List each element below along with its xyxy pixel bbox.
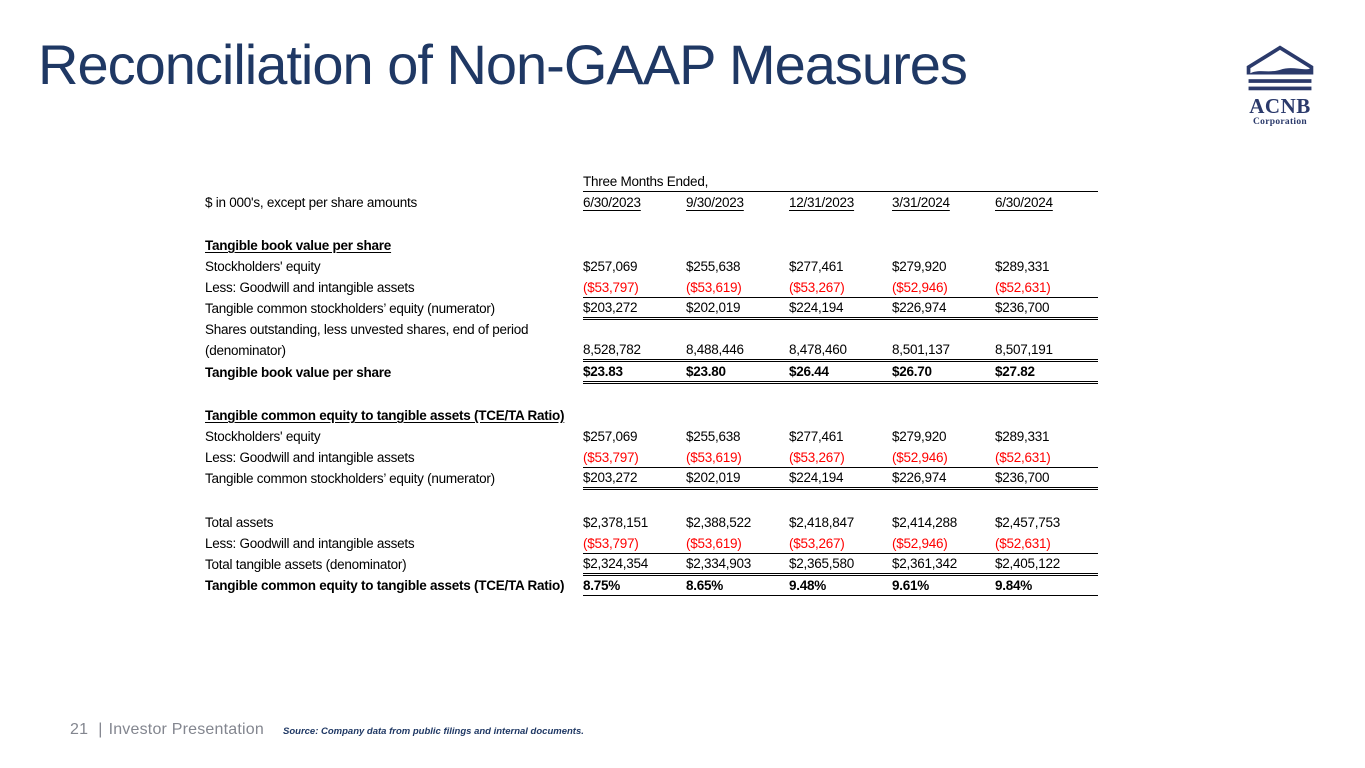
cell-value: 8,501,137 [892, 339, 995, 360]
table-row [205, 339, 1098, 360]
cell-value: $257,069 [583, 429, 638, 444]
table-caption-row [205, 170, 1098, 191]
table-row [205, 446, 1098, 467]
cell-value: $202,019 [686, 467, 789, 488]
cell-value: 8,507,191 [995, 339, 1098, 360]
cell-value: $2,324,354 [583, 553, 686, 574]
period-caption: Three Months Ended, [583, 170, 1098, 191]
cell-value: 8,528,782 [583, 339, 686, 360]
cell-value: ($53,797) [583, 532, 686, 553]
cell-value: $2,388,522 [686, 515, 752, 530]
footer-separator: | [98, 721, 103, 738]
acnb-logo-icon [1238, 44, 1322, 94]
cell-value: 9.48% [789, 574, 892, 595]
table-row [205, 297, 1098, 318]
table-row-total [205, 360, 1098, 382]
footer-label: Investor Presentation [108, 721, 264, 738]
cell-value: $2,378,151 [583, 515, 649, 530]
cell-value: ($52,946) [892, 446, 995, 467]
cell-value: $236,700 [995, 467, 1098, 488]
table-row [205, 255, 1098, 276]
slide-footer [70, 721, 264, 739]
cell-value: $224,194 [789, 297, 892, 318]
cell-value: $2,457,753 [995, 515, 1061, 530]
table-row [205, 425, 1098, 446]
row-label: Less: Goodwill and intangible assets [205, 280, 415, 295]
cell-value: ($52,631) [995, 276, 1098, 297]
cell-value: $26.70 [892, 360, 995, 382]
table-row-total [205, 574, 1098, 595]
cell-value: $226,974 [892, 467, 995, 488]
source-note: Source: Company data from public filings and internal documents. [283, 726, 584, 737]
cell-value: $2,361,342 [892, 553, 995, 574]
table-header-row [205, 191, 1098, 212]
cell-value: 8.65% [686, 574, 789, 595]
cell-value: $2,405,122 [995, 553, 1098, 574]
cell-value: 9.84% [995, 574, 1098, 595]
row-label: Less: Goodwill and intangible assets [205, 450, 415, 465]
cell-value: $257,069 [583, 259, 638, 274]
row-label: Tangible common equity to tangible assets (TCE/TA Ratio) [205, 578, 565, 593]
cell-value: $203,272 [583, 467, 686, 488]
cell-value: $2,418,847 [789, 515, 855, 530]
col-header: 3/31/2024 [892, 195, 950, 210]
col-header: 6/30/2024 [995, 195, 1053, 210]
logo-subtitle: Corporation [1253, 117, 1307, 127]
cell-value: 8.75% [583, 574, 686, 595]
table-row [205, 318, 1098, 339]
units-note: $ in 000's, except per share amounts [205, 195, 417, 210]
cell-value: ($52,631) [995, 446, 1098, 467]
row-label: Tangible common equity to tangible assets (TCE/TA Ratio) [205, 408, 565, 423]
logo-acronym: ACNB [1249, 94, 1311, 118]
row-label: Stockholders' equity [205, 429, 321, 444]
cell-value: $2,334,903 [686, 553, 789, 574]
row-label: Tangible common stockholders’ equity (numerator) [205, 471, 495, 486]
cell-value: $236,700 [995, 297, 1098, 318]
table-row [205, 553, 1098, 574]
cell-value: $255,638 [686, 429, 741, 444]
cell-value: $23.83 [583, 360, 686, 382]
section-heading-row [205, 404, 1098, 425]
cell-value: $279,920 [892, 429, 947, 444]
cell-value: ($53,267) [789, 532, 892, 553]
row-label: Total tangible assets (denominator) [205, 557, 407, 572]
cell-value: $224,194 [789, 467, 892, 488]
row-label: Tangible common stockholders’ equity (numerator) [205, 301, 495, 316]
cell-value: $27.82 [995, 360, 1098, 382]
col-header: 9/30/2023 [686, 195, 744, 210]
cell-value: $279,920 [892, 259, 947, 274]
cell-value: ($52,631) [995, 532, 1098, 553]
row-label: Shares outstanding, less unvested shares, end of period [205, 322, 529, 337]
page-number: 21 [70, 721, 89, 738]
reconciliation-table [205, 170, 1098, 596]
cell-value: ($53,619) [686, 276, 789, 297]
cell-value: ($53,797) [583, 276, 686, 297]
cell-value: $2,414,288 [892, 515, 958, 530]
section-heading-row [205, 234, 1098, 255]
row-label: Less: Goodwill and intangible assets [205, 536, 415, 551]
cell-value: 9.61% [892, 574, 995, 595]
cell-value: $277,461 [789, 259, 844, 274]
row-label: Tangible book value per share [205, 365, 392, 380]
cell-value: $289,331 [995, 259, 1050, 274]
table-row [205, 511, 1098, 532]
acnb-logo [1238, 44, 1322, 127]
row-label: Tangible book value per share [205, 238, 392, 253]
cell-value: $203,272 [583, 297, 686, 318]
page-title: Reconciliation of Non-GAAP Measures [38, 33, 967, 96]
cell-value: $277,461 [789, 429, 844, 444]
table-row [205, 276, 1098, 297]
cell-value: ($53,797) [583, 446, 686, 467]
cell-value: ($53,619) [686, 532, 789, 553]
cell-value: ($53,267) [789, 446, 892, 467]
table-row [205, 467, 1098, 488]
cell-value: 8,478,460 [789, 339, 892, 360]
cell-value: ($52,946) [892, 532, 995, 553]
cell-value: $226,974 [892, 297, 995, 318]
cell-value: ($52,946) [892, 276, 995, 297]
cell-value: $202,019 [686, 297, 789, 318]
cell-value: 8,488,446 [686, 339, 789, 360]
row-label: (denominator) [205, 343, 286, 358]
col-header: 6/30/2023 [583, 195, 641, 210]
table-row [205, 532, 1098, 553]
cell-value: $255,638 [686, 259, 741, 274]
row-label: Stockholders' equity [205, 259, 321, 274]
cell-value: $23.80 [686, 360, 789, 382]
row-label: Total assets [205, 515, 274, 530]
col-header: 12/31/2023 [789, 195, 855, 210]
cell-value: $289,331 [995, 429, 1050, 444]
cell-value: $2,365,580 [789, 553, 892, 574]
cell-value: $26.44 [789, 360, 892, 382]
cell-value: ($53,267) [789, 276, 892, 297]
cell-value: ($53,619) [686, 446, 789, 467]
